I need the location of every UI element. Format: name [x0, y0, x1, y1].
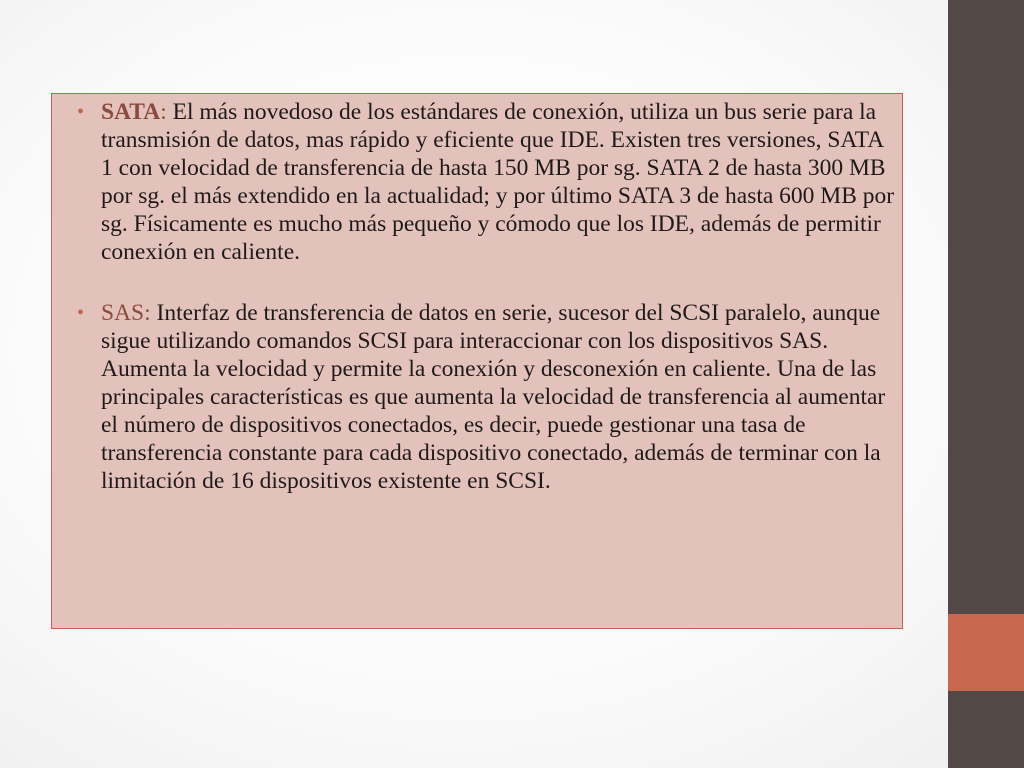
bullet-text-sas: Interfaz de transferencia de datos en serie, sucesor del SCSI paralelo, aunque sigue utilizando comandos SCSI para interaccionar con los dispositivos SAS. Aumenta la velocidad y permite la conexión y desconexión en caliente. Una de las principales características es que aumenta la velocidad de transferencia al aumentar el número de dispositivos conectados, es decir, puede gestionar una tasa de transferencia constante para cada dispositivo conectado, además de terminar con la limitación de 16 dispositivos existente en SCSI.: [101, 300, 886, 494]
bullet-term-sata: SATA: [101, 99, 161, 125]
bullet-dot-icon: •: [77, 302, 85, 324]
bullet-item-sas: [52, 299, 904, 495]
bullet-list: [52, 98, 904, 495]
bullet-term-sas: SAS: [101, 300, 145, 326]
bullet-item-sata: [52, 98, 904, 266]
bullet-dot-icon: •: [77, 101, 85, 123]
bullet-separator: :: [160, 99, 167, 125]
content-text-box: [51, 93, 903, 629]
bullet-separator: :: [144, 300, 151, 326]
bullet-text-sata: El más novedoso de los estándares de conexión, utiliza un bus serie para la transmisión de datos, mas rápido y eficiente que IDE. Existen tres versiones, SATA 1 con velocidad de transferencia de hasta 150 MB por sg. SATA 2 de hasta 300 MB por sg. el más extendido en la actualidad; y por último SATA 3 de hasta 600 MB por sg. Físicamente es mucho más pequeño y cómodo que los IDE, además de permitir conexión en caliente.: [101, 99, 895, 265]
decorative-side-accent: [948, 614, 1024, 691]
